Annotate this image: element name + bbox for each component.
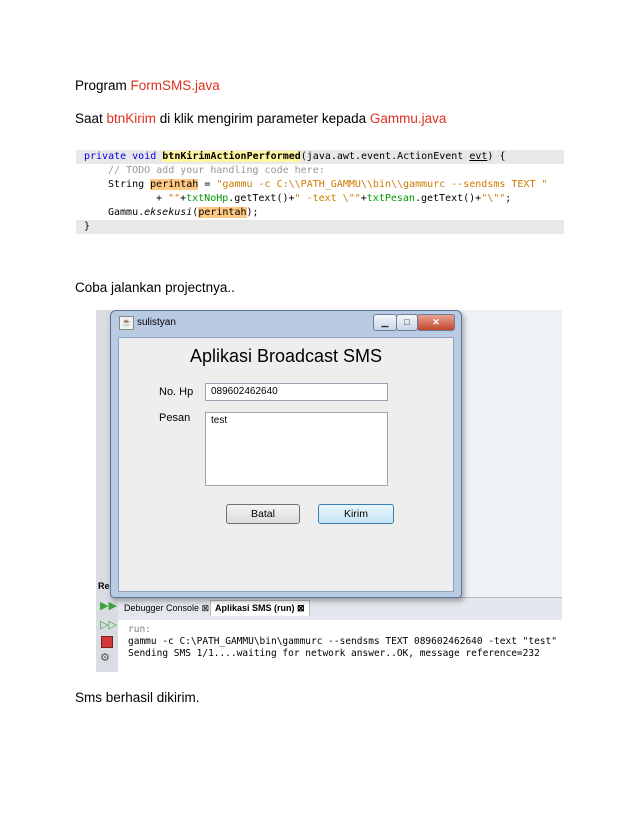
- tab-debugger-console[interactable]: [120, 601, 213, 616]
- window-client-area: [118, 337, 454, 592]
- pesan-label: Pesan: [159, 412, 191, 424]
- code-plus: +: [156, 193, 169, 204]
- nohp-input[interactable]: 089602462640: [205, 383, 388, 401]
- code-class-gammu: Gammu.: [108, 207, 145, 218]
- program-heading: [75, 78, 220, 93]
- explain-paragraph: [75, 111, 446, 126]
- code-gettext-1: .getText()+: [228, 193, 295, 204]
- close-icon[interactable]: ⊠: [297, 603, 305, 613]
- code-paren-open: (: [192, 207, 199, 218]
- code-line-3: [76, 178, 564, 192]
- tab-debugger-console-label: Debugger Console: [124, 603, 200, 613]
- code-gettext-2: .getText()+: [414, 193, 482, 204]
- code-closing-brace: }: [84, 221, 91, 232]
- code-method-name: btnKirimActionPerformed: [162, 151, 301, 162]
- settings-icon[interactable]: ⚙: [100, 652, 110, 664]
- ide-output-tabs: [118, 597, 562, 621]
- close-icon[interactable]: ⊠: [201, 603, 210, 613]
- window-titlebar: [111, 311, 461, 335]
- pesan-textarea[interactable]: test: [205, 412, 388, 486]
- code-arg-perintah: perintah: [198, 207, 247, 218]
- ide-re-label: Re: [98, 581, 110, 591]
- code-keyword: private void: [84, 151, 163, 162]
- console-result-line: Sending SMS 1/1....waiting for network answer..OK, message reference=232: [128, 648, 540, 659]
- stop-icon[interactable]: [101, 636, 113, 648]
- code-line-5: [76, 206, 564, 220]
- program-file-name: FormSMS.java: [130, 78, 220, 93]
- code-type: String: [108, 179, 151, 190]
- rerun-debug-icon[interactable]: ▷▷: [100, 619, 117, 631]
- rerun-icon[interactable]: ▶▶: [100, 600, 117, 612]
- code-string-4: "\"": [481, 193, 506, 204]
- result-paragraph: Sms berhasil dikirim.: [75, 690, 200, 705]
- maximize-button[interactable]: □: [396, 314, 418, 331]
- code-param-evt: evt: [469, 151, 488, 162]
- code-line-1-end: ) {: [487, 151, 506, 162]
- code-snippet: [76, 150, 564, 246]
- explain-button-name: btnKirim: [106, 111, 157, 126]
- code-field-txtnohp: txtNoHp: [186, 193, 229, 204]
- console-command-line: gammu -c C:\PATH_GAMMU\bin\gammurc --sendsms TEXT 089602462640 -text "test": [128, 636, 557, 647]
- program-prefix: Program: [75, 78, 131, 93]
- tab-aplikasi-sms-run[interactable]: [210, 600, 310, 616]
- app-screenshot: [96, 310, 562, 672]
- kirim-button[interactable]: Kirim: [318, 504, 394, 524]
- code-plus-3: +: [360, 193, 367, 204]
- java-icon: ☕: [119, 316, 134, 330]
- code-string-3: " -text \"": [294, 193, 361, 204]
- explain-target: Gammu.java: [369, 111, 447, 126]
- code-comment: // TODO add your handling code here:: [108, 165, 325, 176]
- code-string-2: "": [168, 193, 181, 204]
- app-heading: Aplikasi Broadcast SMS: [189, 346, 383, 366]
- close-button[interactable]: ✕: [417, 314, 455, 331]
- nohp-label: No. Hp: [159, 386, 194, 398]
- app-window: [110, 310, 462, 598]
- code-semicolon: ;: [505, 193, 512, 204]
- code-paren-close: );: [246, 207, 259, 218]
- code-equals: =: [198, 179, 217, 190]
- run-paragraph: Coba jalankan projectnya..: [75, 280, 235, 295]
- console-run-line: run:: [128, 624, 151, 635]
- code-field-txtpesan: txtPesan: [366, 193, 415, 204]
- explain-prefix: Saat: [75, 111, 107, 126]
- code-line-4: [76, 192, 564, 206]
- explain-middle: di klik mengirim parameter kepada: [156, 111, 370, 126]
- code-line-1: [76, 150, 564, 164]
- code-line-2: [76, 164, 564, 178]
- tab-aplikasi-sms-run-label: Aplikasi SMS (run): [215, 603, 295, 613]
- window-title: sulistyan: [137, 317, 176, 328]
- minimize-button[interactable]: ▁: [373, 314, 397, 331]
- code-args: (java.awt.event.ActionEvent: [300, 151, 470, 162]
- code-plus-2: +: [180, 193, 187, 204]
- code-method-eksekusi: eksekusi: [144, 207, 193, 218]
- code-line-6: [76, 220, 564, 234]
- console-output: [118, 620, 562, 672]
- batal-button[interactable]: Batal: [226, 504, 300, 524]
- code-var-perintah: perintah: [150, 179, 199, 190]
- code-string-1: "gammu -c C:\\PATH_GAMMU\\bin\\gammurc --sendsms TEXT ": [216, 179, 548, 190]
